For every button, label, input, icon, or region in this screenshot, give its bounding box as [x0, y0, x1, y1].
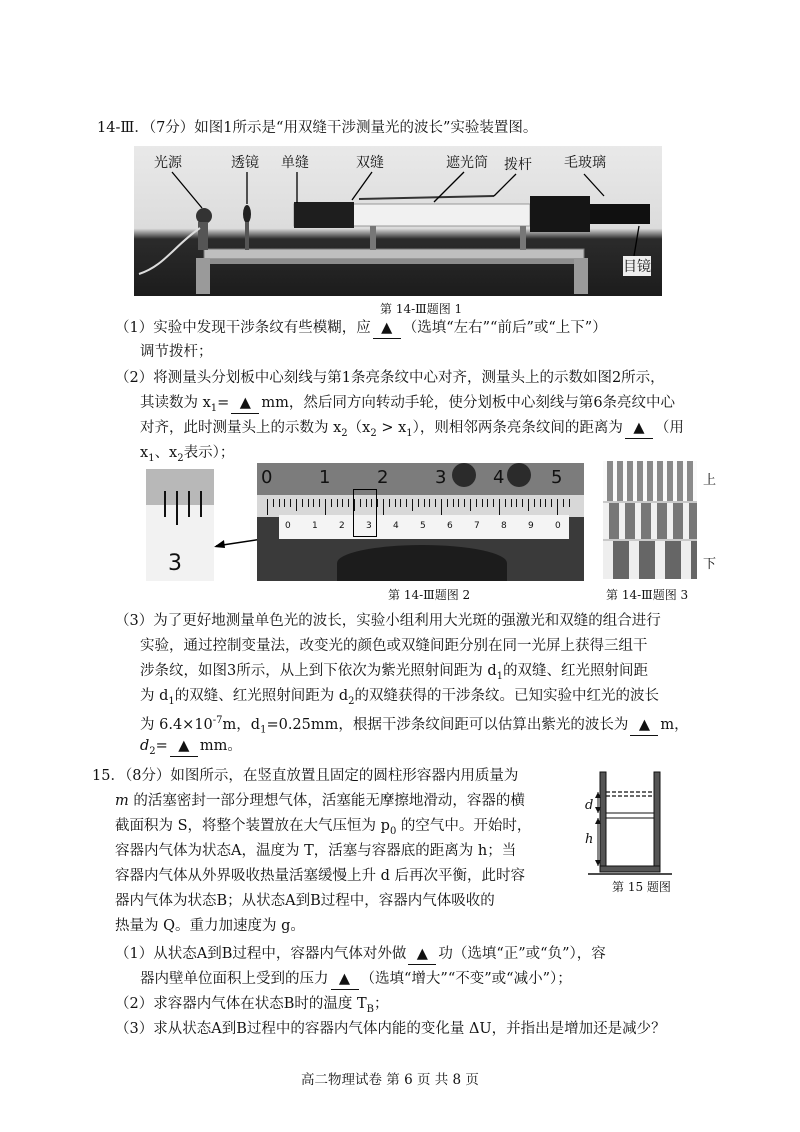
q15-line5: 容器内气体从外界吸收热量活塞缓慢上升 d 后再次平衡，此时容 — [115, 868, 525, 884]
main-scale-tick — [290, 499, 291, 507]
answer-blank[interactable]: ▲ — [231, 393, 259, 414]
answer-blank[interactable]: ▲ — [630, 715, 658, 736]
q14-part3-line1: （3）为了更好地测量单色光的波长，实验小组利用大光斑的强激光和双缝的组合进行 — [115, 613, 661, 629]
fig15-h-label: h — [585, 832, 594, 847]
main-scale-tick — [308, 499, 309, 507]
main-scale-tick — [545, 499, 546, 507]
main-scale-tick — [516, 499, 517, 507]
q15-line4: 容器内气体为状态A，温度为 T，活塞与容器底的距离为 h；当 — [115, 843, 517, 859]
zoom-digit: 3 — [168, 551, 182, 576]
main-scale-tick — [493, 499, 494, 507]
q14-part3-line4: 为 $d_1$的双缝、红光照射间距为 $d_2$的双缝获得的干涉条纹。已知实验中红光的波长 — [140, 688, 660, 707]
main-scale-tick — [313, 499, 314, 507]
main-scale-tick — [540, 499, 541, 507]
q14-title: 14-Ⅲ．（7分）如图1所示是“用双缝干涉测量光的波长”实验装置图。 — [97, 120, 538, 136]
main-scale-label: 4 — [493, 467, 505, 488]
q15-part3: （3）求从状态A到B过程中的容器内气体内能的变化量 ΔU，并指出是增加还是减少？ — [115, 1021, 666, 1037]
main-scale-tick — [441, 499, 442, 515]
main-scale-tick — [412, 499, 413, 511]
main-scale-tick — [528, 499, 529, 511]
main-scale-tick — [464, 499, 465, 507]
q14-part2-line3: 对齐，此时测量头上的示数为 $x_2(x_2 > x_1)$，则相邻两条亮条纹间的距离为 ▲ （用 — [140, 420, 684, 439]
main-scale-tick — [279, 499, 280, 507]
main-scale-tick — [360, 499, 361, 507]
main-scale-tick — [284, 499, 285, 507]
q15-line1: 15．（8分）如图所示，在竖直放置且固定的圆柱形容器内用质量为 — [92, 768, 519, 784]
main-scale-tick — [354, 499, 355, 511]
main-scale-tick — [482, 499, 483, 507]
main-scale-tick — [302, 499, 303, 507]
main-scale-label: 2 — [377, 467, 389, 488]
main-scale-tick — [435, 499, 436, 507]
answer-blank[interactable]: ▲ — [408, 944, 436, 965]
main-scale-tick — [470, 499, 471, 511]
label-screen: 毛玻璃 — [564, 155, 606, 171]
vernier-photo — [257, 463, 584, 581]
main-scale-tick — [377, 499, 378, 507]
answer-blank[interactable]: ▲ — [625, 418, 653, 439]
main-scale-tick — [534, 499, 535, 507]
label-single-slit: 单缝 — [281, 155, 309, 171]
vernier-scale-label: 4 — [393, 521, 399, 531]
main-scale-tick — [551, 499, 552, 507]
fig3-bottom-label: 下 — [703, 557, 717, 572]
page-footer: 高二物理试卷 第 6 页 共 8 页 — [301, 1072, 479, 1088]
label-lens: 透镜 — [231, 155, 259, 171]
vernier-scale-label: 5 — [420, 521, 426, 531]
fringe-photo — [603, 461, 697, 579]
main-scale-tick — [499, 499, 500, 515]
fig1-caption: 第 14-Ⅲ题图 1 — [380, 302, 463, 316]
vernier-scale-label: 3 — [366, 521, 372, 531]
main-scale-label: 0 — [261, 467, 273, 488]
label-lever: 拨杆 — [504, 157, 532, 173]
main-scale-tick — [383, 499, 384, 515]
q15-part1-line2: 器内壁单位面积上受到的压力 ▲ （选填“增大”“不变”或“减小”）； — [140, 969, 572, 990]
main-scale-tick — [366, 499, 367, 507]
main-scale-tick — [429, 499, 430, 507]
main-scale-tick — [447, 499, 448, 507]
main-scale-label: 3 — [435, 467, 447, 488]
cylinder-diagram — [580, 768, 680, 880]
zoom-inset — [146, 469, 214, 581]
main-scale-label: 1 — [319, 467, 331, 488]
vernier-scale-label: 9 — [528, 521, 534, 531]
q14-part1-line2: 调节拨杆； — [140, 344, 213, 360]
main-scale-tick — [476, 499, 477, 507]
main-scale-tick — [348, 499, 349, 507]
main-scale-tick — [371, 499, 372, 507]
q14-part2-line4: $x_1$、$x_2$表示）； — [140, 445, 235, 464]
main-scale-tick — [522, 499, 523, 507]
main-scale-tick — [453, 499, 454, 507]
q14-part3-line5: 为 $6.4\times 10^{-7}m$，$d_1=0.25mm$，根据干涉条纹间距可以估算出紫光的波长为 ▲ m， — [140, 715, 689, 736]
main-scale-tick — [418, 499, 419, 507]
q14-part2-line1: （2）将测量头分划板中心刻线与第1条亮条纹中心对齐，测量头上的示数如图2所示， — [115, 370, 665, 386]
answer-blank[interactable]: ▲ — [170, 736, 198, 757]
label-eyepiece: 目镜 — [623, 256, 651, 276]
vernier-scale-label: 8 — [501, 521, 507, 531]
apparatus-photo — [134, 146, 662, 296]
q14-part3-line6: $d_2=$ ▲ mm。 — [140, 738, 242, 757]
main-scale-tick — [337, 499, 338, 507]
answer-blank[interactable]: ▲ — [373, 318, 401, 339]
main-scale-tick — [267, 499, 268, 515]
vernier-scale-label: 6 — [447, 521, 453, 531]
label-light-source: 光源 — [154, 155, 182, 171]
fig3-caption: 第 14-Ⅲ题图 3 — [606, 588, 689, 602]
main-scale-tick — [319, 499, 320, 507]
vernier-scale-label: 2 — [339, 521, 345, 531]
main-scale-tick — [511, 499, 512, 507]
q15-line2: m 的活塞密封一部分理想气体，活塞能无摩擦地滑动，容器的横 — [115, 793, 525, 809]
fig3-top-label: 上 — [703, 473, 717, 488]
q14-part1-line1: （1）实验中发现干涉条纹有些模糊，应 ▲ （选填“左右”“前后”或“上下”） — [115, 318, 607, 339]
vernier-scale-label: 0 — [285, 521, 291, 531]
vernier-scale-label: 1 — [312, 521, 318, 531]
q14-part3-line3: 涉条纹，如图3所示，从上到下依次为紫光照射间距为 $d_1$的双缝、红光照射间距 — [140, 663, 648, 682]
main-scale-tick — [424, 499, 425, 507]
q15-line7: 热量为 Q。重力加速度为 g。 — [115, 918, 305, 934]
main-scale-tick — [406, 499, 407, 507]
main-scale-tick — [331, 499, 332, 507]
fig15-caption: 第 15 题图 — [612, 880, 671, 894]
q15-part2: （2）求容器内气体在状态B时的温度 $T_B$； — [115, 996, 389, 1015]
main-scale-tick — [273, 499, 274, 507]
q14-part2-line2: 其读数为 $x_1=$ ▲ mm，然后同方向转动手轮，使分划板中心刻线与第6条亮纹中心 — [140, 395, 676, 414]
main-scale-tick — [395, 499, 396, 507]
fig2-caption: 第 14-Ⅲ题图 2 — [388, 588, 471, 602]
main-scale-tick — [505, 499, 506, 507]
vernier-scale-label: 0 — [555, 521, 561, 531]
q14-part3-line2: 实验，通过控制变量法，改变光的颜色或双缝间距分别在同一光屏上获得三组干 — [140, 638, 648, 654]
q15-part1-line1: （1）从状态A到B过程中，容器内气体对外做 ▲ 功（选填“正”或“负”），容 — [115, 944, 606, 965]
label-double-slit: 双缝 — [356, 155, 384, 171]
fig15-d-label: d — [585, 798, 594, 813]
main-scale-tick — [389, 499, 390, 507]
main-scale-tick — [569, 499, 570, 507]
vernier-scale-label: 7 — [474, 521, 480, 531]
main-scale-tick — [557, 499, 558, 515]
answer-blank[interactable]: ▲ — [331, 969, 359, 990]
main-scale-tick — [325, 499, 326, 515]
main-scale-tick — [563, 499, 564, 507]
main-scale-tick — [342, 499, 343, 507]
main-scale-tick — [400, 499, 401, 507]
main-scale-tick — [487, 499, 488, 507]
main-scale-label: 5 — [551, 467, 563, 488]
q15-line6: 器内气体为状态B；从状态A到B过程中，容器内气体吸收的 — [115, 893, 495, 909]
main-scale-tick — [458, 499, 459, 507]
main-scale-tick — [296, 499, 297, 511]
q15-line3: 截面积为 S，将整个装置放在大气压恒为 $p_0$ 的空气中。开始时， — [115, 818, 532, 837]
label-hood: 遮光筒 — [446, 155, 488, 171]
